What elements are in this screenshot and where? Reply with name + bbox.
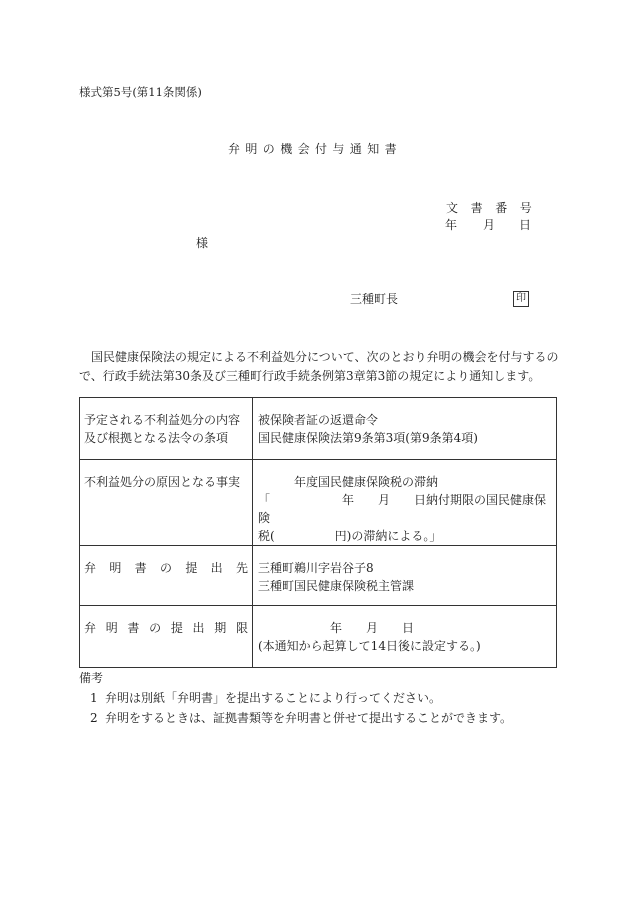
table-label-cell: [80, 606, 253, 668]
seal-mark: 印: [513, 291, 529, 307]
table-label-cell: [80, 460, 253, 546]
row2-value-line3: 税( 円)の滞納による。」: [258, 529, 442, 543]
table-label-cell: [80, 546, 253, 606]
row4-value-line1: 年 月 日: [258, 621, 415, 635]
row1-label-line1: 予定される不利益処分の内容: [84, 413, 241, 427]
remark-item: [90, 712, 512, 724]
table-row: [80, 460, 557, 546]
row1-value-line2: 国民健康保険法第9条第3項(第9条第4項): [258, 431, 478, 445]
remarks-heading: 備考: [79, 671, 104, 685]
remark-number: 1: [90, 691, 98, 705]
row3-value-line1: 三種町鵜川字岩谷子8: [258, 561, 374, 575]
row4-label-line1: 弁明書の提出期限: [84, 621, 248, 635]
date-month: 月: [483, 218, 496, 232]
table-value-cell: [253, 606, 557, 668]
table-row: [80, 398, 557, 460]
row1-value-line1: 被保険者証の返還命令: [258, 413, 379, 427]
addressee-honorific: 様: [196, 236, 209, 250]
date-year: 年: [445, 218, 458, 232]
table-row: [80, 546, 557, 606]
row3-label-line1: 弁明書の提出先: [84, 561, 248, 575]
issue-date: [445, 219, 531, 231]
table-value-cell: [253, 546, 557, 606]
row2-value-line1: 年度国民健康保険税の滞納: [258, 475, 439, 489]
row2-label-line1: 不利益処分の原因となる事実: [84, 475, 241, 489]
remark-text: 弁明は別紙「弁明書」を提出することにより行ってください。: [105, 691, 442, 705]
date-day: 日: [519, 218, 532, 232]
table-label-cell: [80, 398, 253, 460]
document-number-label: 文書番号: [446, 201, 545, 215]
row2-value-line2: 「 年 月 日納付期限の国民健康保険: [258, 493, 547, 525]
remark-number: 2: [90, 711, 98, 725]
table-row: [80, 606, 557, 668]
table-value-cell: [253, 398, 557, 460]
issuer-name: 三種町長: [350, 292, 399, 306]
row1-label-line2: 及び根拠となる法令の条項: [84, 431, 229, 445]
remark-item: [90, 692, 441, 704]
row3-value-line2: 三種町国民健康保険税主管課: [258, 579, 415, 593]
notice-details-table: [79, 397, 557, 668]
notice-body-text: 国民健康保険法の規定による不利益処分について、次のとおり弁明の機会を付与するので、行政手続法第30条及び三種町行政手続条例第3章第3節の規定により通知します。: [79, 350, 559, 383]
remark-text: 弁明をするときは、証拠書類等を弁明書と併せて提出することができます。: [105, 711, 513, 725]
row4-value-line2: (本通知から起算して14日後に設定する。): [258, 639, 481, 653]
form-number: 様式第5号(第11条関係): [79, 85, 202, 99]
table-value-cell: [253, 460, 557, 546]
document-title: 弁明の機会付与通知書: [228, 142, 403, 156]
